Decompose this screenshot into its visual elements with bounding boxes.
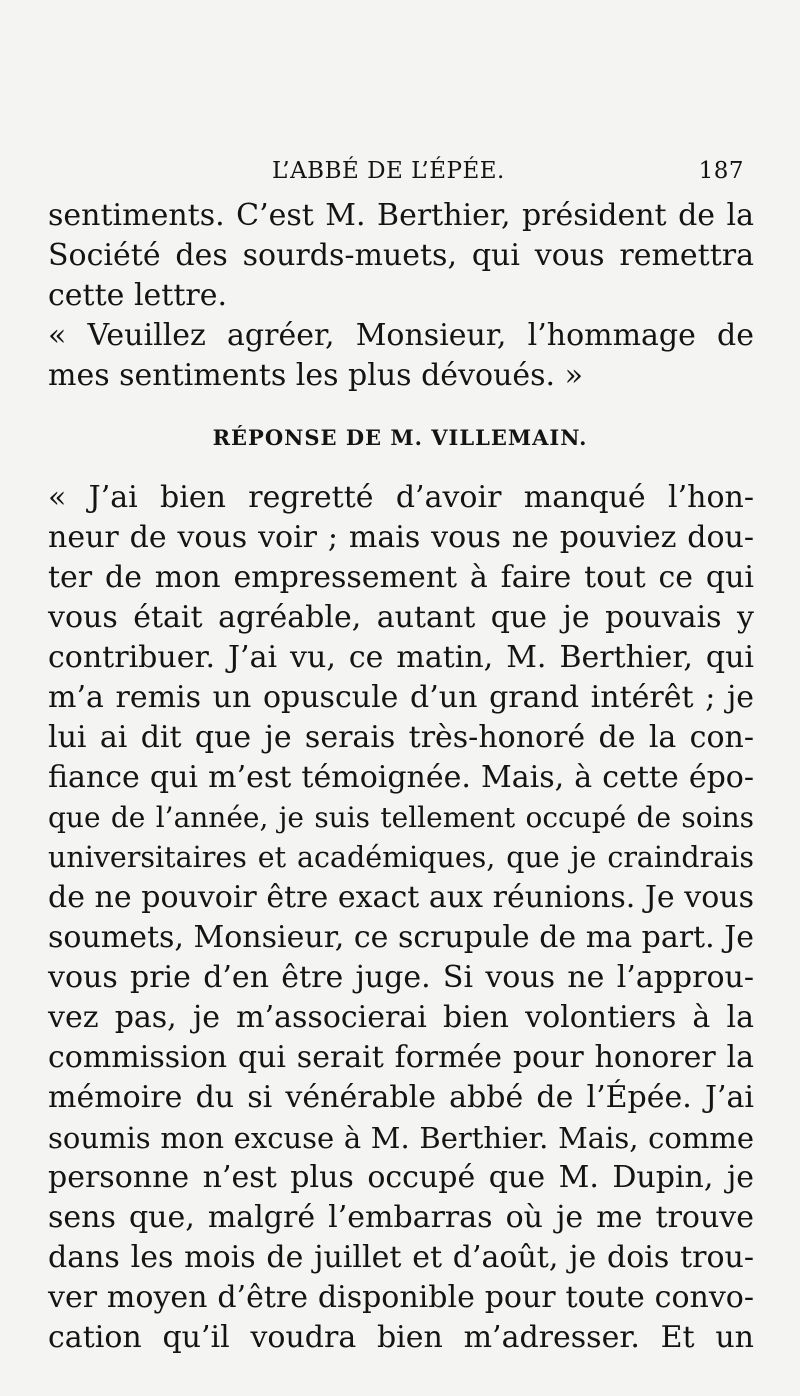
text-line: vous prie d’en être juge. Si vous ne l’approu-	[48, 960, 754, 995]
paragraph-block-1	[48, 196, 754, 396]
page-number: 187	[698, 158, 744, 184]
text-line: vez pas, je m’associerai bien volontiers à la	[48, 1000, 754, 1035]
text-line: neur de vous voir ; mais vous ne pouviez dou-	[48, 520, 754, 555]
text-line: « J’ai bien regretté d’avoir manqué l’hon-	[48, 480, 754, 515]
text-line: soumets, Monsieur, ce scrupule de ma part. Je	[48, 920, 754, 955]
header-title: L’ABBÉ DE L’ÉPÉE.	[272, 158, 505, 184]
text-line: ter de mon empressement à faire tout ce qui	[48, 560, 754, 595]
text-line: lui ai dit que je serais très-honoré de la con-	[48, 720, 754, 755]
text-line: dans les mois de juillet et d’août, je dois trou-	[48, 1240, 754, 1275]
text-line: que de l’année, je suis tellement occupé de soins	[48, 801, 754, 834]
running-header	[48, 158, 744, 192]
text-line: cation qu’il voudra bien m’adresser. Et un	[48, 1320, 754, 1355]
text-line: mes sentiments les plus dévoués. »	[48, 358, 583, 393]
text-line: de ne pouvoir être exact aux réunions. Je vous	[48, 880, 754, 915]
text-line: fiance qui m’est témoignée. Mais, à cette épo-	[48, 760, 754, 795]
text-line: personne n’est plus occupé que M. Dupin, je	[48, 1160, 754, 1195]
text-line: cette lettre.	[48, 278, 228, 313]
text-line: soumis mon excuse à M. Berthier. Mais, comme	[48, 1121, 754, 1155]
text-line: « Veuillez agréer, Monsieur, l’hommage de	[48, 318, 754, 353]
text-line: vous était agréable, autant que je pouvais y	[48, 600, 754, 635]
text-line: commission qui serait formée pour honorer la	[48, 1040, 754, 1075]
paragraph-block-2	[48, 478, 754, 1358]
text-line: ver moyen d’être disponible pour toute convo-	[48, 1280, 754, 1315]
text-line: Société des sourds-muets, qui vous remettra	[48, 238, 754, 273]
text-line: mémoire du si vénérable abbé de l’Épée. J’ai	[48, 1080, 754, 1115]
text-line: contribuer. J’ai vu, ce matin, M. Berthier, qui	[48, 640, 754, 675]
section-heading: RÉPONSE DE M. VILLEMAIN.	[212, 425, 588, 450]
text-line: universitaires et académiques, que je craindrais	[48, 841, 754, 874]
text-line: sentiments. C’est M. Berthier, président de la	[48, 198, 754, 233]
text-line: m’a remis un opuscule d’un grand intérêt ; je	[48, 680, 754, 715]
text-line: sens que, malgré l’embarras où je me trouve	[48, 1200, 754, 1235]
